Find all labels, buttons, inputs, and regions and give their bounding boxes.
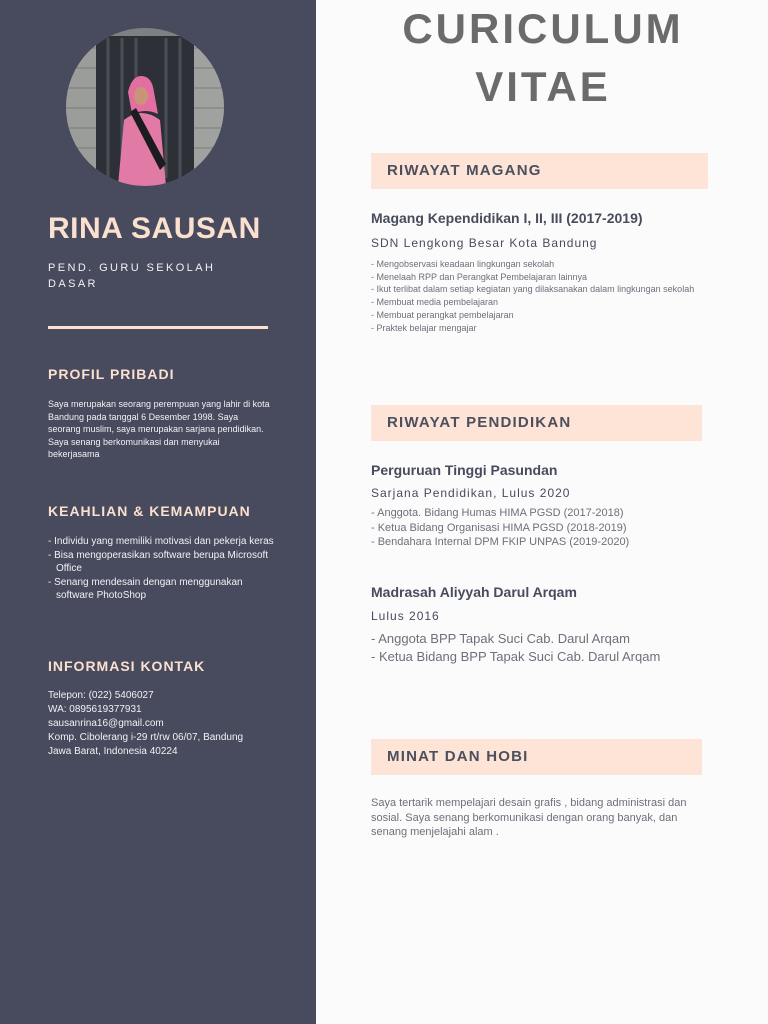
internship-place: SDN Lengkong Besar Kota Bandung bbox=[371, 236, 598, 250]
section-heading: RIWAYAT PENDIDIKAN bbox=[387, 414, 572, 431]
school-detail: Sarjana Pendidikan, Lulus 2020 bbox=[371, 486, 571, 500]
list-item: - Anggota BPP Tapak Suci Cab. Darul Arqam bbox=[371, 631, 630, 646]
profile-photo-image bbox=[66, 28, 224, 186]
list-item: - Anggota. Bidang Humas HIMA PGSD (2017-2018) bbox=[371, 507, 624, 519]
list-item: - Mengobservasi keadaan lingkungan sekolah bbox=[371, 259, 555, 269]
sidebar bbox=[0, 0, 316, 1024]
school-detail: Lulus 2016 bbox=[371, 609, 440, 623]
list-item: - Menelaah RPP dan Perangkat Pembelajaran lainnya bbox=[371, 271, 587, 282]
address-line: Komp. Cibolerang i-29 rt/rw 06/07, Bandung bbox=[48, 732, 244, 743]
list-item: - Praktek belajar mengajar bbox=[371, 322, 477, 333]
list-item: - Membuat perangkat pembelajaran bbox=[371, 309, 514, 320]
page-title-line: VITAE bbox=[475, 63, 611, 110]
personal-profile-text: Saya merupakan seorang perempuan yang lahir di kota Bandung pada tanggal 6 Desember 1998. Saya seorang muslim, saya merupakan sarjana pendidikan. Saya senang berkomunikasi dan menyukai bekerjasama bbox=[48, 399, 270, 459]
contact-info bbox=[48, 689, 288, 759]
list-item: - Bisa mengoperasikan software berupa Microsoft Office bbox=[48, 549, 269, 574]
school-name: Madrasah Aliyyah Darul Arqam bbox=[371, 584, 577, 600]
contact-heading: INFORMASI KONTAK bbox=[48, 658, 206, 674]
list-item: - Individu yang memiliki motivasi dan pekerja keras bbox=[48, 536, 274, 547]
list-item: - Senang mendesain dengan menggunakan software PhotoShop bbox=[48, 576, 243, 601]
section-banner-education bbox=[371, 405, 702, 441]
skills-heading: KEAHLIAN & KEMAMPUAN bbox=[48, 503, 251, 519]
list-item: - Ketua Bidang Organisasi HIMA PGSD (2018-2019) bbox=[371, 521, 627, 534]
page-title bbox=[340, 0, 746, 116]
section-banner-hobbies bbox=[371, 739, 702, 775]
phone-number: Telepon: (022) 5406027 bbox=[48, 690, 154, 701]
skills-list bbox=[48, 535, 278, 603]
address-line: Jawa Barat, Indonesia 40224 bbox=[48, 746, 178, 757]
school-name: Perguruan Tinggi Pasundan bbox=[371, 462, 558, 478]
internship-duties-list bbox=[371, 258, 711, 334]
list-item: - Ketua Bidang BPP Tapak Suci Cab. Darul Arqam bbox=[371, 649, 661, 664]
hobbies-text: Saya tertarik mempelajari desain grafis , bidang administrasi dan sosial. Saya senang berkomunikasi dengan orang banyak, dan senang menjelajahi alam . bbox=[371, 797, 687, 838]
school-activities-list bbox=[371, 630, 721, 666]
section-heading: MINAT DAN HOBI bbox=[387, 748, 529, 765]
personal-profile-heading: PROFIL PRIBADI bbox=[48, 366, 175, 382]
profile-photo bbox=[66, 28, 224, 186]
list-item: - Ikut terlibat dalam setiap kegiatan yang dilaksanakan dalam lingkungan sekolah bbox=[371, 284, 695, 295]
whatsapp-number: WA: 0895619377931 bbox=[48, 704, 142, 715]
job-title: PEND. GURU SEKOLAH DASAR bbox=[48, 262, 216, 290]
section-banner-internship bbox=[371, 153, 708, 189]
full-name: RINA SAUSAN bbox=[48, 212, 261, 245]
divider bbox=[48, 326, 268, 329]
email-address: sausanrina16@gmail.com bbox=[48, 718, 164, 729]
page-title-line: CURICULUM bbox=[402, 5, 684, 52]
internship-title: Magang Kependidikan I, II, III (2017-2019) bbox=[371, 210, 643, 226]
section-heading: RIWAYAT MAGANG bbox=[387, 162, 542, 179]
list-item: - Bendahara Internal DPM FKIP UNPAS (2019-2020) bbox=[371, 536, 630, 548]
school-activities-list bbox=[371, 506, 711, 550]
list-item: - Membuat media pembelajaran bbox=[371, 297, 499, 308]
